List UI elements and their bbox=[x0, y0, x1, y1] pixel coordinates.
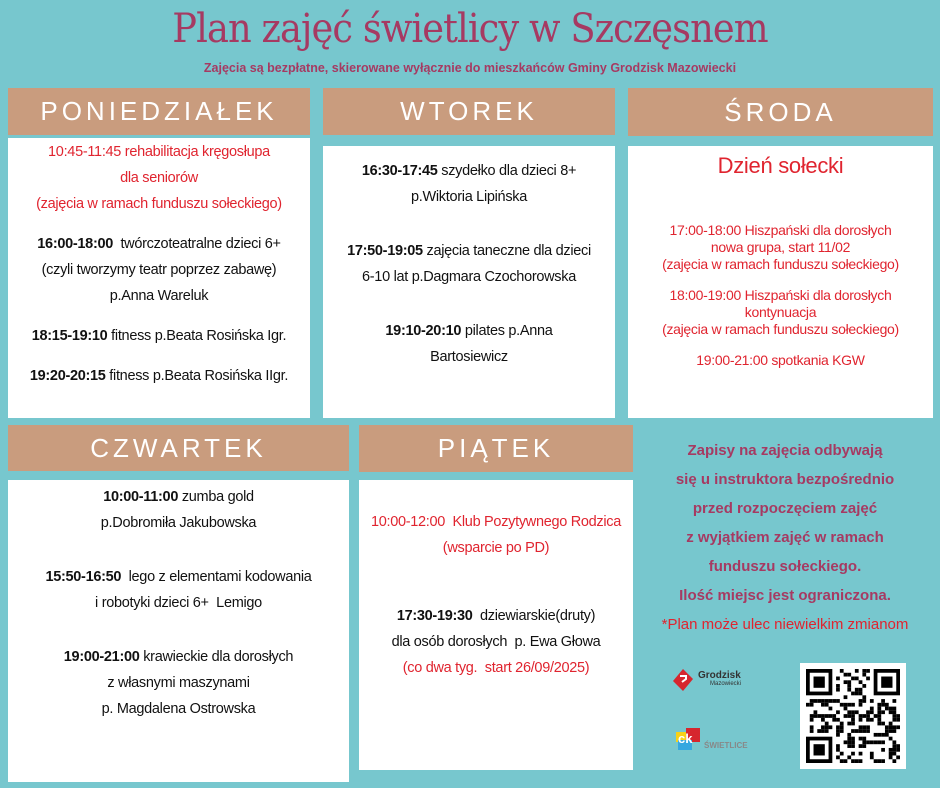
info-line: przed rozpoczęciem zajęć bbox=[692, 500, 878, 517]
info-line: się u instruktora bezpośrednio bbox=[675, 471, 895, 488]
header-wednesday: ŚRODA bbox=[628, 88, 933, 136]
spacer bbox=[323, 224, 615, 238]
grodzisk-label: Grodzisk bbox=[698, 670, 741, 681]
ck-label: ck bbox=[678, 730, 693, 746]
info-line: Ilość miejsc jest ograniczona. bbox=[679, 587, 891, 604]
activity: nowa grupa, start 11/02 bbox=[710, 239, 851, 255]
schedule-line bbox=[628, 304, 933, 321]
time: 16:30-17:45 bbox=[361, 163, 438, 179]
schedule-line bbox=[628, 352, 933, 369]
wednesday-lines bbox=[628, 222, 933, 369]
swietlice-label: ŚWIETLICE bbox=[704, 741, 748, 750]
spacer bbox=[8, 630, 349, 644]
schedule-line bbox=[8, 257, 310, 283]
spacer bbox=[323, 290, 615, 304]
schedule-line bbox=[8, 484, 349, 510]
schedule-line bbox=[8, 510, 349, 536]
schedule-line bbox=[628, 222, 933, 239]
activity: 19:00-21:00 spotkania KGW bbox=[696, 352, 865, 368]
time: 19:00-21:00 bbox=[63, 649, 140, 665]
schedule-line bbox=[359, 509, 633, 535]
schedule-line bbox=[323, 184, 615, 210]
spacer bbox=[359, 575, 633, 589]
time: 19:10-20:10 bbox=[385, 323, 462, 339]
schedule-line bbox=[323, 158, 615, 184]
time: 16:00-18:00 bbox=[37, 236, 113, 252]
info-line: funduszu sołeckiego. bbox=[708, 558, 862, 575]
spacer bbox=[359, 561, 633, 575]
schedule-line bbox=[359, 535, 633, 561]
header-thursday: CZWARTEK bbox=[8, 425, 349, 471]
time: 17:50-19:05 bbox=[347, 243, 423, 259]
activity: 10:45-11:45 rehabilitacja kręgosłupa bbox=[48, 144, 270, 160]
subtitle: Zajęcia są bezpłatne, skierowane wyłącznie do mieszkańców Gminy Grodzisk Mazowiecki bbox=[203, 61, 737, 75]
schedule-line bbox=[8, 564, 349, 590]
monday-box bbox=[8, 138, 310, 418]
activity: pilates p.Anna bbox=[461, 323, 553, 339]
activity: 6-10 lat p.Dagmara Czochorowska bbox=[362, 269, 576, 285]
schedule-line bbox=[8, 231, 310, 257]
schedule-line bbox=[323, 264, 615, 290]
activity: (wsparcie po PD) bbox=[442, 540, 550, 556]
spacer bbox=[8, 550, 349, 564]
spacer bbox=[323, 210, 615, 224]
time: 15:50-16:50 bbox=[45, 569, 122, 585]
activity: 18:00-19:00 Hiszpański dla dorosłych bbox=[669, 287, 892, 303]
qr-code[interactable] bbox=[800, 663, 906, 769]
activity: (zajęcia w ramach funduszu sołeckiego) bbox=[662, 321, 899, 337]
activity: 17:00-18:00 Hiszpański dla dorosłych bbox=[669, 222, 892, 238]
activity: p.Dobromiła Jakubowska bbox=[100, 515, 257, 531]
schedule-line bbox=[8, 191, 310, 217]
schedule-line bbox=[8, 363, 310, 389]
activity: z własnymi maszynami bbox=[107, 675, 250, 691]
activity: (zajęcia w ramach funduszu sołeckiego) bbox=[36, 196, 282, 212]
spacer bbox=[8, 349, 310, 363]
activity: p.Anna Wareluk bbox=[109, 288, 209, 304]
activity: zajęcia taneczne dla dzieci bbox=[422, 243, 591, 259]
spacer bbox=[628, 338, 933, 352]
info-text bbox=[640, 436, 930, 639]
time: 10:00-11:00 bbox=[103, 489, 179, 505]
time: 19:20-20:15 bbox=[29, 368, 106, 384]
thursday-box bbox=[8, 480, 349, 782]
wednesday-heading: Dzień sołecki bbox=[717, 153, 844, 178]
activity: lego z elementami kodowania bbox=[121, 569, 312, 585]
header-friday: PIĄTEK bbox=[359, 425, 633, 472]
activity: p. Magdalena Ostrowska bbox=[101, 701, 256, 717]
activity: Bartosiewicz bbox=[430, 349, 508, 365]
ck-logo-icon bbox=[676, 728, 700, 750]
activity: szydełko dla dzieci 8+ bbox=[437, 163, 577, 179]
activity: zumba gold bbox=[178, 489, 254, 505]
spacer bbox=[8, 536, 349, 550]
spacer bbox=[628, 273, 933, 287]
spacer bbox=[359, 589, 633, 603]
activity: (czyli tworzymy teatr poprzez zabawę) bbox=[41, 262, 277, 278]
info-line: Zapisy na zajęcia odbywają bbox=[687, 442, 883, 459]
info-line: z wyjątkiem zajęć w ramach bbox=[686, 529, 884, 546]
schedule-line bbox=[628, 321, 933, 338]
activity: dla osób dorosłych p. Ewa Głowa bbox=[391, 634, 601, 650]
activity: (zajęcia w ramach funduszu sołeckiego) bbox=[662, 256, 899, 272]
schedule-line bbox=[628, 256, 933, 273]
spacer bbox=[8, 616, 349, 630]
schedule-line bbox=[628, 287, 933, 304]
schedule-line bbox=[8, 590, 349, 616]
wednesday-box bbox=[628, 146, 933, 418]
time: 17:30-19:30 bbox=[396, 608, 473, 624]
activity: dla seniorów bbox=[120, 170, 198, 186]
schedule-line bbox=[8, 696, 349, 722]
activity: dziewiarskie(druty) bbox=[472, 608, 596, 624]
activity: kontynuacja bbox=[744, 304, 817, 320]
spacer bbox=[8, 217, 310, 231]
schedule-line bbox=[359, 655, 633, 681]
schedule-line bbox=[8, 139, 310, 165]
schedule-line bbox=[323, 238, 615, 264]
friday-box bbox=[359, 480, 633, 770]
schedule-line bbox=[8, 644, 349, 670]
spacer bbox=[323, 304, 615, 318]
schedule-line bbox=[359, 629, 633, 655]
schedule-line bbox=[8, 670, 349, 696]
schedule-line bbox=[8, 323, 310, 349]
swietlice-logo bbox=[676, 727, 748, 750]
header-tuesday: WTOREK bbox=[323, 88, 615, 135]
schedule-line bbox=[8, 283, 310, 309]
schedule-line bbox=[323, 318, 615, 344]
note: *Plan może ulec niewielkim zmianom bbox=[661, 616, 909, 633]
spacer bbox=[8, 309, 310, 323]
grodzisk-sub: Mazowiecki bbox=[710, 681, 742, 687]
qr-code-icon bbox=[806, 669, 900, 763]
time: 18:15-19:10 bbox=[31, 328, 108, 344]
tuesday-box bbox=[323, 146, 615, 418]
activity: 10:00-12:00 Klub Pozytywnego Rodzica bbox=[370, 514, 622, 530]
schedule-line bbox=[323, 344, 615, 370]
activity: krawieckie dla dorosłych bbox=[139, 649, 294, 665]
page-title: Plan zajęć świetlicy w Szczęsnem bbox=[172, 6, 768, 52]
activity: twórczoteatralne dzieci 6+ bbox=[113, 236, 281, 252]
activity: fitness p.Beata Rosińska IIgr. bbox=[105, 368, 289, 384]
header-monday: PONIEDZIAŁEK bbox=[8, 88, 310, 135]
activity: i robotyki dzieci 6+ Lemigo bbox=[95, 595, 262, 611]
schedule-line bbox=[628, 239, 933, 256]
schedule-line bbox=[8, 165, 310, 191]
activity: fitness p.Beata Rosińska Igr. bbox=[107, 328, 287, 344]
schedule-line bbox=[359, 603, 633, 629]
activity: p.Wiktoria Lipińska bbox=[411, 189, 527, 205]
grodzisk-logo bbox=[672, 668, 741, 692]
activity: (co dwa tyg. start 26/09/2025) bbox=[402, 660, 590, 676]
grodzisk-logo-icon bbox=[672, 668, 694, 692]
info-lines bbox=[640, 436, 930, 610]
